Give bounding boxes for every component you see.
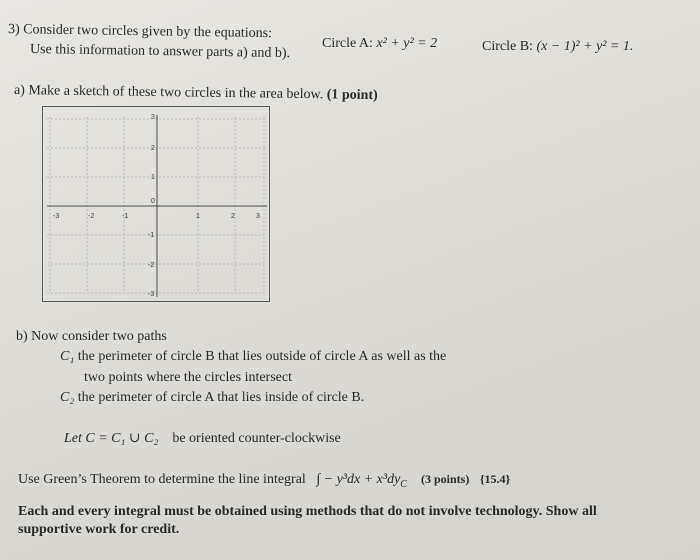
circle-a-formula: x² + y² = 2 [376,36,438,51]
line-integral: ∫ − y³dx + x³dy [316,472,401,487]
x-tick-label: -2 [88,213,95,220]
instructions-line-1: Each and every integral must be obtained using methods that do not involve technology. Show all [18,504,597,519]
x-tick-label: 2 [231,213,235,220]
circle-a-label: Circle A: [322,36,373,51]
y-tick-label: 3 [151,114,155,121]
c2-text: the perimeter of circle A that lies inside of circle B. [77,390,365,405]
circle-a-equation [322,36,437,52]
question-header: 3) Consider two circles given by the equations: [7,22,273,42]
path-c1-continued: two points where the circles intersect [84,370,292,385]
sketch-grid [42,106,270,302]
x-tick-label: -3 [53,213,60,220]
grid-svg [43,107,271,303]
path-c2-definition [60,390,364,406]
circle-b-label: Circle B: [482,39,533,54]
c1-label: C₁ [60,349,75,364]
part-a-prompt [14,83,378,104]
union-equation: Let C = C₁ ∪ C₂ [64,431,159,446]
greens-text: Use Green’s Theorem to determine the line integral [18,472,306,487]
y-tick-label: 1 [151,174,155,181]
orientation-text: be oriented counter-clockwise [172,431,341,446]
path-c1-definition [60,349,446,365]
greens-points: (3 points) [420,472,470,486]
section-reference: {15.4} [479,472,511,486]
greens-theorem-prompt [18,472,510,490]
question-intro: Use this information to answer parts a) and b). [29,42,291,62]
part-a-text: a) Make a sketch of these two circles in the area below. [13,83,324,103]
y-tick-label: -1 [148,232,155,239]
c1-text: the perimeter of circle B that lies outside of circle A as well as the [77,349,447,364]
x-tick-label: 3 [256,213,260,220]
path-union-statement [64,430,341,447]
part-b-intro: b) Now consider two paths [16,329,167,344]
instructions-line-2: supportive work for credit. [18,522,180,537]
part-a-points: (1 point) [326,87,378,104]
c2-label: C₂ [60,390,75,405]
x-tick-label: 1 [196,213,200,220]
circle-b-equation [482,39,633,55]
origin-label: 0 [151,198,155,205]
y-tick-label: 2 [151,145,155,152]
integral-subscript: C [400,478,407,490]
y-tick-label: -2 [148,262,155,269]
circle-b-formula: (x − 1)² + y² = 1. [536,39,634,54]
x-tick-label: -1 [122,213,129,220]
y-tick-label: -3 [148,291,155,298]
